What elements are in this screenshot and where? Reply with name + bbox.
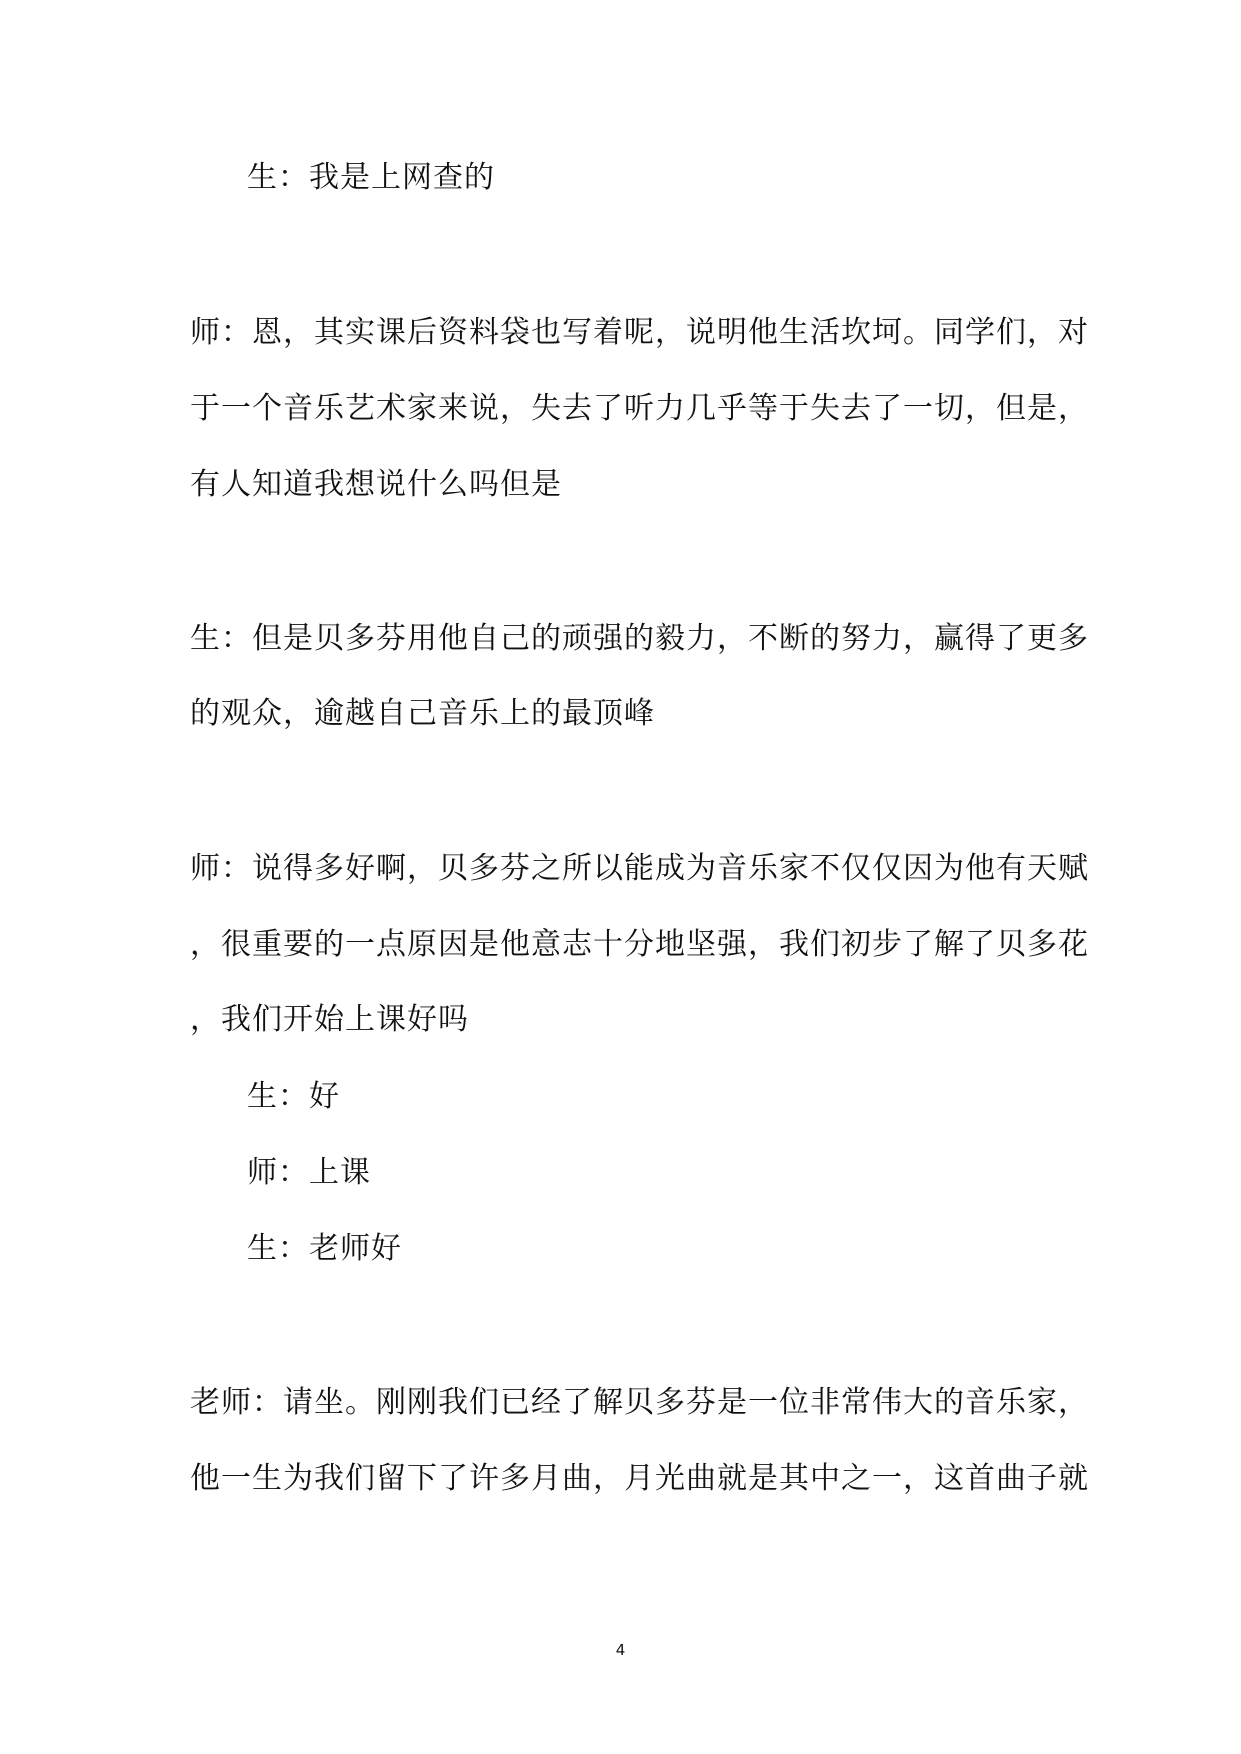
- text-line: 师：恩，其实课后资料袋也写着呢，说明他生活坎坷。同学们，对: [190, 315, 1089, 350]
- page-number: 4: [615, 1641, 626, 1659]
- text-line: 他一生为我们留下了许多月曲，月光曲就是其中之一，这首曲子就: [190, 1461, 1089, 1496]
- text-line: 生：我是上网查的: [247, 160, 495, 195]
- text-line: 有人知道我想说什么吗但是: [190, 467, 562, 502]
- text-line: 师：说得多好啊，贝多芬之所以能成为音乐家不仅仅因为他有天赋: [190, 851, 1089, 886]
- text-line: ，很重要的一点原因是他意志十分地坚强，我们初步了解了贝多花: [190, 927, 1089, 962]
- text-line: ，我们开始上课好吗: [190, 1002, 469, 1037]
- text-line: 老师：请坐。刚刚我们已经了解贝多芬是一位非常伟大的音乐家，: [190, 1385, 1089, 1420]
- text-line: 生：好: [247, 1079, 340, 1114]
- text-line: 生：但是贝多芬用他自己的顽强的毅力，不断的努力，赢得了更多: [190, 621, 1089, 656]
- text-line: 的观众，逾越自己音乐上的最顶峰: [190, 696, 655, 731]
- text-line: 师：上课: [247, 1155, 371, 1190]
- text-line: 于一个音乐艺术家来说，失去了听力几乎等于失去了一切，但是，: [190, 391, 1089, 426]
- text-line: 生：老师好: [247, 1231, 402, 1266]
